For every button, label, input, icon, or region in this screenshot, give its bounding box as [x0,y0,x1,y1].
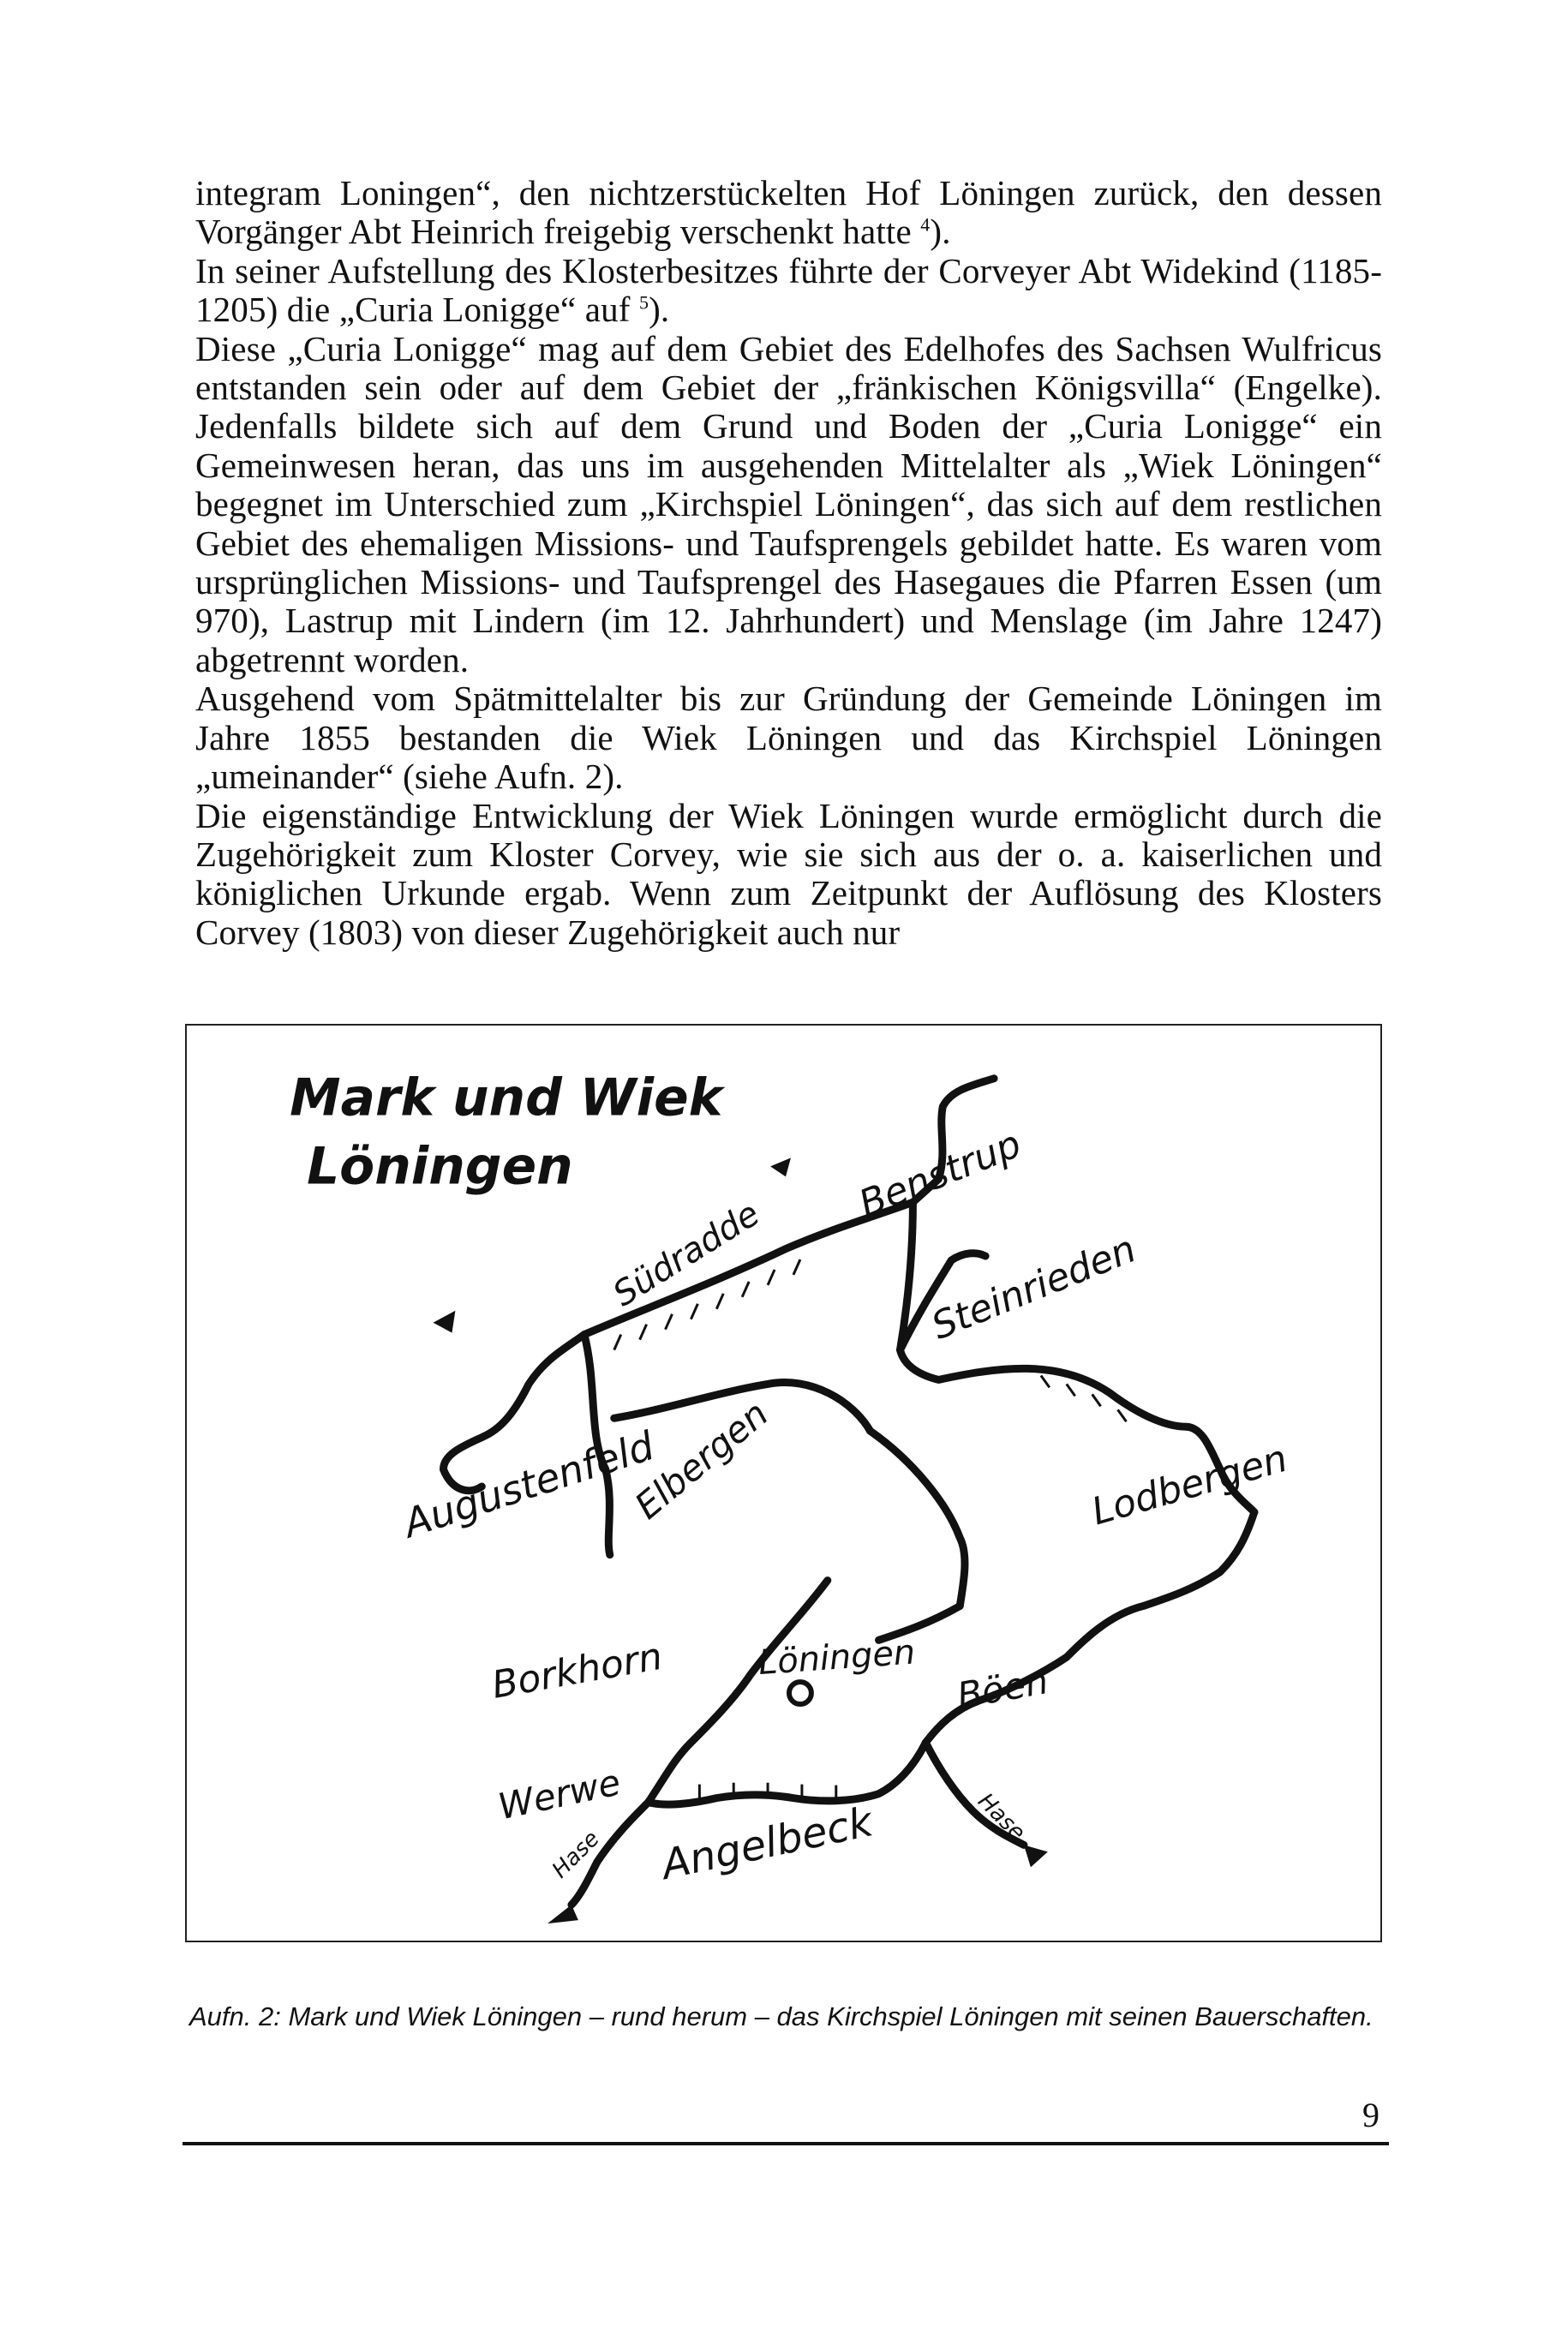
boundary-borkhorn [649,1581,828,1803]
body-text [195,174,1382,952]
boundary-south-east [649,1743,926,1804]
page-number: 9 [1362,2096,1379,2134]
paragraph-5: Die eigenständige Entwicklung der Wiek Löningen wurde ermöglicht durch die Zugehörigkeit zum Kloster Corvey, wie sie sich aus der o. a. kaiserlichen und königlichen Urkunde ergab. Wenn zum Zeitpunkt der Auflösung des Klosters Corvey (1803) von dieser Zugehörigkeit auch nur [195,795,1382,952]
label-suedradde: Südradde [606,1193,767,1315]
hand-drawn-map [187,1026,1380,1941]
footnote-ref-4: 4 [920,213,931,236]
paragraph-1: integram Loningen“, den nichtzerstückelten Hof Löningen zurück, den dessen Vorgänger Abt Heinrich freigebig verschenkt hatte $^4$). [195,173,1382,252]
benstrup-arrow-icon [770,1158,791,1176]
label-angelbeck: Angelbeck [657,1798,877,1890]
label-steinrieden: Steinrieden [925,1227,1142,1349]
paragraph-4: Ausgehend vom Spätmittelalter bis zur Gründung der Gemeinde Löningen im Jahre 1855 bestanden die Wiek Löningen und das Kirchspiel Löningen „umeinander“ (siehe Aufn. 2). [195,679,1382,797]
label-lodbergen: Lodbergen [1086,1436,1293,1534]
label-loeningen: Löningen [757,1632,917,1684]
label-augustenfeld: Augustenfeld [398,1422,660,1547]
label-boen: Böen [954,1660,1051,1717]
label-hase-right: Hase [973,1788,1031,1846]
paragraph-2: In seiner Aufstellung des Klosterbesitzes führte der Corveyer Abt Widekind (1185-1205) die „Curia Lonigge“ auf $^5$). [195,250,1382,330]
boundary-east-1 [871,1431,965,1606]
paragraph-3: Diese „Curia Lonigge“ mag auf dem Gebiet des Edelhofes des Sachsen Wulfricus entstanden sein oder auf dem Gebiet der „fränkischen Königsvilla“ (Engelke). Jedenfalls bildete sich auf dem Grund und Boden der „Curia Lonigge“ ein Gemeinwesen heran, das uns im ausgehenden Mittelalter als „Wiek Löningen“ begegnet im Unterschied zum „Kirchspiel Löningen“, das sich auf dem restlichen Gebiet des ehemaligen Missions- und Taufsprengels gebildet hatte. Es waren vom ursprünglichen Missions- und Taufsprengel des Hasegaues die Pfarren Essen (um 970), Lastrup mit Lindern (im 12. Jahrhundert) und Menslage (im Jahre 1247) abgetrennt worden. [195,328,1382,679]
loeningen-town-marker [789,1682,811,1704]
suedradde-arrow-icon [434,1311,456,1333]
label-werwe: Werwe [494,1761,625,1828]
footnote-ref-5: 5 [638,291,649,314]
bottom-rule [183,2142,1389,2145]
hase-arrow-right-icon [1024,1845,1048,1867]
map-title-line-1: Mark und Wiek [290,1068,723,1128]
label-hase-left: Hase [547,1826,605,1884]
label-benstrup: Benstrup [853,1122,1027,1227]
label-borkhorn: Borkhorn [488,1634,666,1708]
map-hatching [614,1259,1127,1799]
map-title-line-2: Löningen [307,1137,573,1197]
figure-caption: Aufn. 2: Mark und Wiek Löningen – rund herum – das Kirchspiel Löningen mit seinen Bauerschaften. [189,2001,1373,2031]
label-elbergen: Elbergen [626,1392,776,1528]
map-figure [185,1024,1382,1942]
